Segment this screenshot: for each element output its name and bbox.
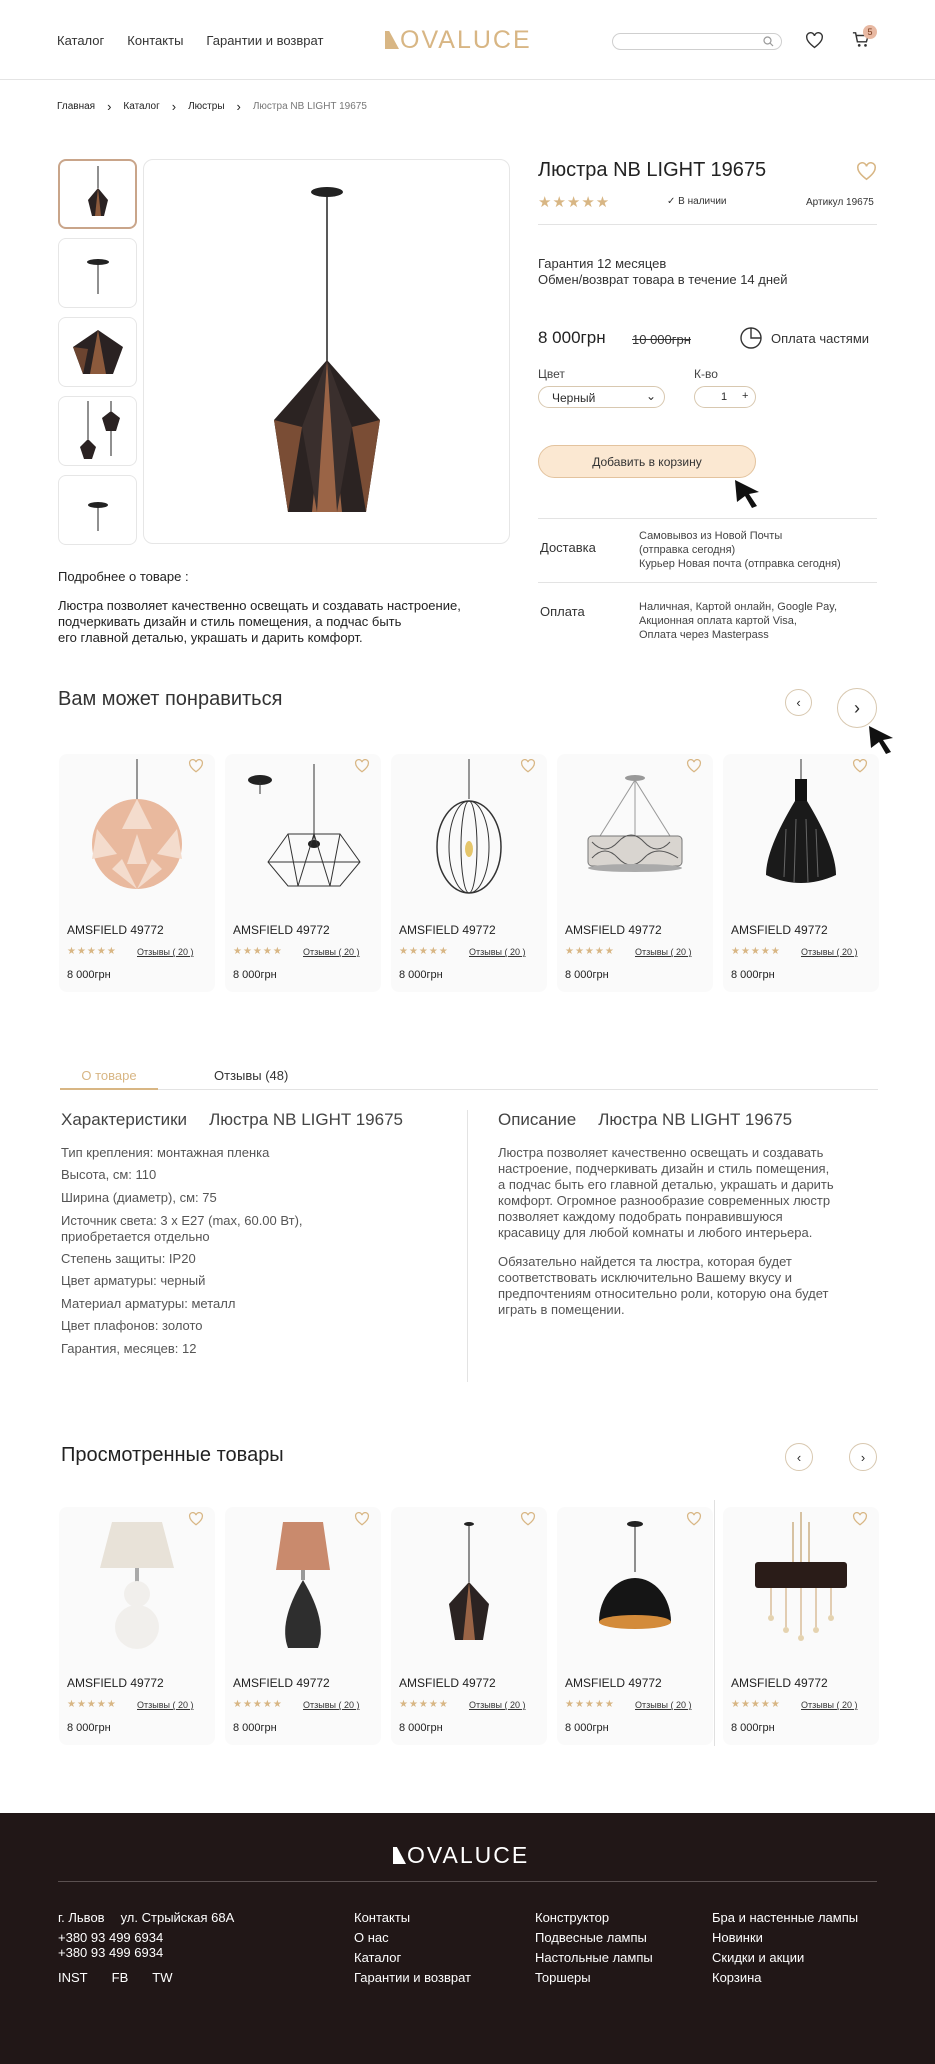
divider xyxy=(538,518,877,519)
logo-mark xyxy=(393,1847,406,1864)
breadcrumb xyxy=(57,99,367,114)
favorite-button[interactable] xyxy=(856,162,877,186)
product-card[interactable] xyxy=(391,754,547,992)
cursor-icon xyxy=(867,724,897,756)
product-title: Люстра NB LIGHT 19675 xyxy=(538,159,767,181)
lamp-top-image xyxy=(78,248,118,298)
card-price: 8 000грн xyxy=(731,969,775,981)
card-name: AMSFIELD 49772 xyxy=(233,923,330,937)
divider xyxy=(538,582,877,583)
nav-catalog[interactable]: Каталог xyxy=(57,33,105,48)
delivery-label: Доставка xyxy=(540,540,596,555)
spec-item: Материал арматуры: металл xyxy=(61,1296,236,1311)
wishlist-button[interactable] xyxy=(804,30,824,50)
spec-item: Цвет арматуры: черный xyxy=(61,1273,206,1288)
card-name: AMSFIELD 49772 xyxy=(731,1676,828,1690)
artichoke-lamp-image xyxy=(82,759,192,899)
card-stars: ★★★★★ xyxy=(233,946,283,957)
description-text: Люстра позволяет качественно освещать и создавать настроение, подчеркивать дизайн и стиль помещения, а подчас быть его главной деталью, украшать и дарить комфорт. Огромное разнообразие современных люстр позволяет каждому подобрать понравившуюся красавицу для любой комнаты и любого интерьера. xyxy=(498,1145,834,1240)
chevron-down-icon: ⌄ xyxy=(646,389,657,403)
chevron-right-icon: › xyxy=(854,697,860,718)
heart-icon[interactable] xyxy=(188,1512,204,1526)
social-fb[interactable]: FB xyxy=(111,1970,129,1985)
product-card[interactable] xyxy=(723,1507,879,1745)
payment-label: Оплата xyxy=(540,604,585,619)
chevron-left-icon: ‹ xyxy=(796,695,801,710)
prev-button[interactable] xyxy=(785,1443,813,1471)
footer-phone[interactable]: +380 93 499 6934 xyxy=(58,1945,164,1960)
breadcrumb-current: Люстра NB LIGHT 19675 xyxy=(252,101,367,112)
gallery-thumb[interactable] xyxy=(58,238,137,308)
spec-item: приобретается отдельно xyxy=(61,1229,210,1244)
card-stars: ★★★★★ xyxy=(731,1699,781,1710)
pendant-lamp-image xyxy=(78,166,118,222)
nav-warranty[interactable]: Гарантии и возврат xyxy=(206,33,324,48)
divider xyxy=(538,224,877,225)
breadcrumb-chandeliers[interactable]: Люстры xyxy=(188,101,225,112)
search-input[interactable] xyxy=(612,33,782,50)
footer-logo[interactable]: OVALUCE xyxy=(393,1842,529,1869)
spec-item: Ширина (диаметр), см: 75 xyxy=(61,1190,217,1205)
product-main-image[interactable] xyxy=(143,159,510,544)
installments-button[interactable]: Оплата частями xyxy=(739,326,869,350)
quantity-stepper[interactable] xyxy=(694,386,756,408)
product-card[interactable] xyxy=(557,754,713,992)
cage-lamp-image xyxy=(424,759,514,899)
crystal-chandelier-image xyxy=(741,1512,861,1652)
footer-divider xyxy=(58,1881,877,1882)
gallery-thumb[interactable] xyxy=(58,159,137,229)
recommend-title: Вам может понравиться xyxy=(58,688,283,710)
spec-item: Высота, см: 110 xyxy=(61,1167,157,1182)
pendant-lamp-image xyxy=(434,1512,504,1652)
pie-icon xyxy=(739,326,763,350)
lamp-pair-image xyxy=(68,401,128,461)
footer-link[interactable]: Гарантии и возврат xyxy=(354,1970,471,1985)
payment-options: Наличная, Картой онлайн, Google Pay, Акционная оплата картой Visa, Оплата через Masterpass xyxy=(639,601,838,641)
logo[interactable]: OVALUCE xyxy=(385,26,532,55)
footer-link[interactable]: Новинки xyxy=(712,1930,763,1945)
column-divider xyxy=(467,1110,468,1382)
card-name: AMSFIELD 49772 xyxy=(233,1676,330,1690)
price: 8 000грн xyxy=(538,328,606,347)
product-card[interactable] xyxy=(59,754,215,992)
pendant-lamp-image xyxy=(262,182,392,522)
spec-item: Источник света: 3 x E27 (max, 60.00 Вт), xyxy=(61,1213,303,1228)
qty-value[interactable]: 1 xyxy=(721,391,728,403)
product-card[interactable] xyxy=(59,1507,215,1745)
card-name: AMSFIELD 49772 xyxy=(731,923,828,937)
card-stars: ★★★★★ xyxy=(67,946,117,957)
card-reviews[interactable]: Отзывы ( 20 ) xyxy=(303,947,360,957)
black-pendant-image xyxy=(756,759,846,899)
cursor-icon xyxy=(733,478,763,510)
table-lamp-image xyxy=(92,1512,182,1652)
dome-lamp-image xyxy=(585,1512,685,1652)
color-label: Цвет xyxy=(538,367,565,381)
description-text: Обязательно найдется та люстра, которая будет соответствовать исключительно Вашему вкусу и предпочтениям относительно роли, которую она будет играть в помещении. xyxy=(498,1254,829,1317)
footer-link[interactable]: Подвесные лампы xyxy=(535,1930,647,1945)
card-price: 8 000грн xyxy=(565,1722,609,1734)
card-name: AMSFIELD 49772 xyxy=(565,1676,662,1690)
main-nav xyxy=(57,33,323,48)
header xyxy=(0,0,935,80)
add-to-cart-button[interactable]: Добавить в корзину xyxy=(538,445,756,478)
card-reviews[interactable]: Отзывы ( 20 ) xyxy=(469,947,526,957)
card-price: 8 000грн xyxy=(67,1722,111,1734)
chevron-right-icon: › xyxy=(860,1449,866,1465)
warranty: Гарантия 12 месяцев xyxy=(538,256,667,271)
gallery-thumb[interactable] xyxy=(58,396,137,466)
drum-chandelier-image xyxy=(570,764,700,894)
card-name: AMSFIELD 49772 xyxy=(399,923,496,937)
cart-count-badge: 5 xyxy=(863,25,877,39)
card-name: AMSFIELD 49772 xyxy=(399,1676,496,1690)
card-stars: ★★★★★ xyxy=(233,1699,283,1710)
viewed-title: Просмотренные товары xyxy=(61,1444,284,1466)
next-button[interactable] xyxy=(837,688,877,728)
spec-item: Гарантия, месяцев: 12 xyxy=(61,1341,197,1356)
card-price: 8 000грн xyxy=(233,1722,277,1734)
card-reviews[interactable]: Отзывы ( 20 ) xyxy=(137,947,194,957)
product-card[interactable] xyxy=(723,754,879,992)
specs-title: Характеристики Люстра NB LIGHT 19675 xyxy=(61,1110,403,1129)
card-reviews[interactable]: Отзывы ( 20 ) xyxy=(137,1700,194,1710)
footer xyxy=(0,1813,935,2064)
card-stars: ★★★★★ xyxy=(565,1699,615,1710)
wire-lamp-image xyxy=(238,764,368,894)
card-price: 8 000грн xyxy=(233,969,277,981)
availability: ✓ В наличии xyxy=(667,196,727,207)
product-card[interactable] xyxy=(225,1507,381,1745)
chevron-right-icon: › xyxy=(236,99,241,114)
spec-item: Тип крепления: монтажная пленка xyxy=(61,1145,270,1160)
gallery-thumb[interactable] xyxy=(58,475,137,545)
footer-link[interactable]: Скидки и акции xyxy=(712,1950,805,1965)
footer-link[interactable]: Каталог xyxy=(354,1950,402,1965)
lamp-detail-image xyxy=(68,327,128,377)
description-title: Описание Люстра NB LIGHT 19675 xyxy=(498,1110,793,1129)
footer-col-1 xyxy=(354,1908,471,1988)
chevron-right-icon: › xyxy=(107,99,112,114)
heart-icon[interactable] xyxy=(852,1512,868,1526)
next-button[interactable] xyxy=(849,1443,877,1471)
breadcrumb-catalog[interactable]: Каталог xyxy=(123,101,160,112)
card-name: AMSFIELD 49772 xyxy=(67,1676,164,1690)
product-card[interactable] xyxy=(557,1507,713,1745)
search-icon[interactable] xyxy=(763,36,774,47)
footer-col-3 xyxy=(712,1908,858,1988)
card-stars: ★★★★★ xyxy=(731,946,781,957)
tab-bar xyxy=(60,1068,878,1090)
heart-icon xyxy=(856,162,877,181)
card-stars: ★★★★★ xyxy=(67,1699,117,1710)
card-reviews[interactable]: Отзывы ( 20 ) xyxy=(303,1700,360,1710)
logo-mark xyxy=(385,31,399,49)
card-stars: ★★★★★ xyxy=(399,1699,449,1710)
heart-icon[interactable] xyxy=(686,1512,702,1526)
heart-icon[interactable] xyxy=(188,759,204,773)
check-icon: ✓ xyxy=(667,196,679,207)
card-stars: ★★★★★ xyxy=(399,946,449,957)
heart-icon[interactable] xyxy=(354,759,370,773)
breadcrumb-home[interactable]: Главная xyxy=(57,101,96,112)
card-price: 8 000грн xyxy=(67,969,111,981)
card-name: AMSFIELD 49772 xyxy=(565,923,662,937)
qty-label: К-во xyxy=(694,367,718,381)
more-text: Люстра позволяет качественно освещать и создавать настроение, подчеркивать дизайн и стиль помещения, а подчас быть его главной деталью, украшать и дарить комфорт. xyxy=(58,598,461,645)
heart-icon[interactable] xyxy=(686,759,702,773)
footer-street: ул. Стрыйская 68А xyxy=(120,1910,235,1925)
gallery-thumb[interactable] xyxy=(58,317,137,387)
footer-contacts xyxy=(58,1908,234,1988)
spec-item: Степень защиты: IP20 xyxy=(61,1251,196,1266)
heart-icon[interactable] xyxy=(852,759,868,773)
footer-link[interactable]: Бра и настенные лампы xyxy=(712,1910,859,1925)
footer-city: г. Львов xyxy=(58,1910,105,1925)
tab-reviews[interactable]: Отзывы (48) xyxy=(214,1068,289,1083)
heart-icon[interactable] xyxy=(520,759,536,773)
chevron-left-icon: ‹ xyxy=(796,1449,802,1465)
old-price: 10 000грн xyxy=(632,332,691,347)
color-select[interactable]: Черный ⌄ xyxy=(538,386,665,408)
sku: Артикул 19675 xyxy=(806,197,874,208)
nav-contacts[interactable]: Контакты xyxy=(127,33,184,48)
card-reviews[interactable]: Отзывы ( 20 ) xyxy=(801,947,858,957)
heart-icon[interactable] xyxy=(520,1512,536,1526)
chevron-right-icon: › xyxy=(171,99,177,114)
prev-button[interactable] xyxy=(785,689,812,716)
footer-phone[interactable]: +380 93 499 6934 xyxy=(58,1930,164,1945)
delivery-options: Самовывоз из Новой Почты (отправка сегодня) Курьер Новая почта (отправка сегодня) xyxy=(639,530,841,570)
card-divider xyxy=(714,1500,715,1746)
card-reviews[interactable]: Отзывы ( 20 ) xyxy=(635,1700,692,1710)
heart-icon xyxy=(805,32,824,49)
footer-link[interactable]: Корзина xyxy=(712,1970,762,1985)
card-reviews[interactable]: Отзывы ( 20 ) xyxy=(469,1700,526,1710)
rating-stars: ★★★★★ xyxy=(538,194,611,211)
footer-link[interactable]: Конструктор xyxy=(535,1910,610,1925)
card-price: 8 000грн xyxy=(399,969,443,981)
more-title: Подробнее о товаре : xyxy=(58,569,189,584)
card-price: 8 000грн xyxy=(399,1722,443,1734)
footer-link[interactable]: Контакты xyxy=(354,1910,411,1925)
lamp-ceiling-image xyxy=(78,485,118,535)
footer-link[interactable]: О нас xyxy=(354,1930,389,1945)
tab-about[interactable]: О товаре xyxy=(60,1068,158,1090)
card-stars: ★★★★★ xyxy=(565,946,615,957)
table-lamp-image xyxy=(258,1512,348,1652)
footer-link[interactable]: Настольные лампы xyxy=(535,1950,653,1965)
product-card[interactable] xyxy=(225,754,381,992)
card-price: 8 000грн xyxy=(565,969,609,981)
footer-link[interactable]: Торшеры xyxy=(535,1970,591,1985)
return-policy: Обмен/возврат товара в течение 14 дней xyxy=(538,272,788,287)
card-reviews[interactable]: Отзывы ( 20 ) xyxy=(635,947,692,957)
social-tw[interactable]: TW xyxy=(152,1970,173,1985)
social-inst[interactable]: INST xyxy=(58,1970,88,1985)
spec-item: Цвет плафонов: золото xyxy=(61,1318,203,1333)
card-reviews[interactable]: Отзывы ( 20 ) xyxy=(801,1700,858,1710)
heart-icon[interactable] xyxy=(354,1512,370,1526)
footer-col-2 xyxy=(535,1908,653,1988)
plus-icon[interactable]: + xyxy=(742,390,749,402)
card-name: AMSFIELD 49772 xyxy=(67,923,164,937)
product-card[interactable] xyxy=(391,1507,547,1745)
card-price: 8 000грн xyxy=(731,1722,775,1734)
